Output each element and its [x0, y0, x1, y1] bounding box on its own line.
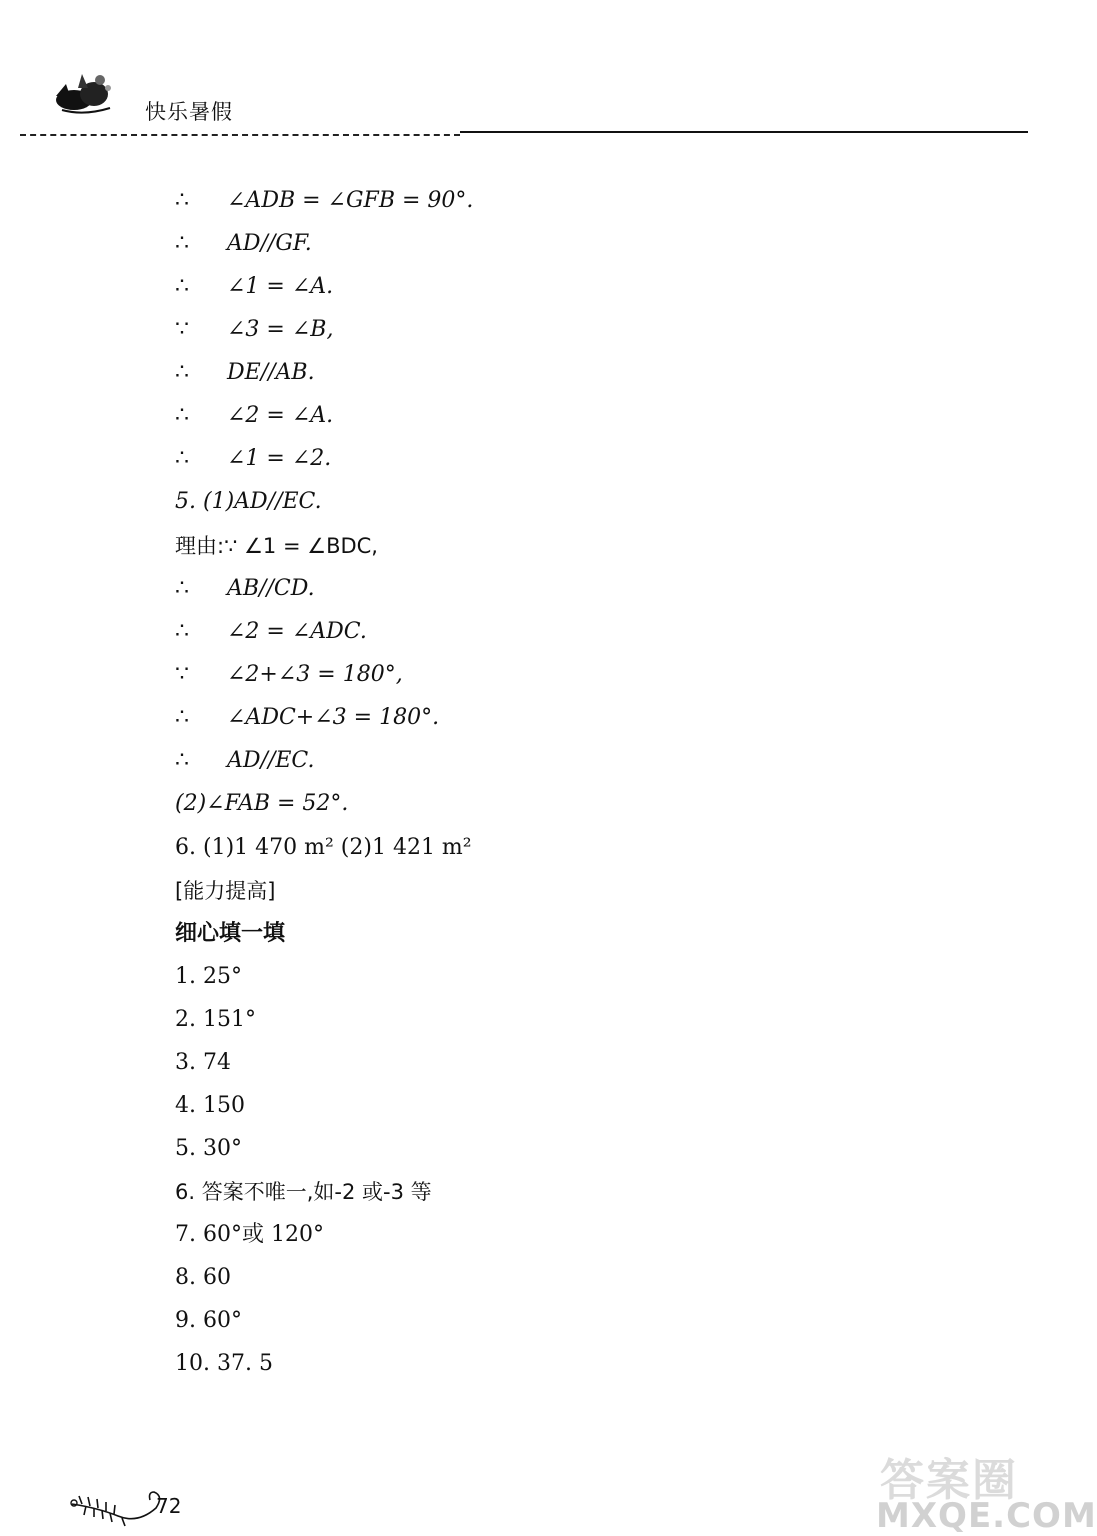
answer-line: 5. (1)AD//EC. — [175, 489, 322, 514]
answer-line: 6. 答案不唯一,如-2 或-3 等 — [175, 1180, 432, 1204]
header-logo-icon — [52, 66, 116, 118]
proof-line: ∴ AB//CD. — [175, 576, 315, 601]
proof-line: ∴ AD//GF. — [175, 231, 312, 256]
answer-line: 2. 151° — [175, 1007, 256, 1032]
answer-line: 7. 60°或 120° — [175, 1222, 324, 1247]
proof-line: ∴ DE//AB. — [175, 360, 315, 385]
header-divider-solid — [460, 131, 1028, 133]
section-heading: [能力提高] — [175, 879, 276, 903]
proof-line: ∴ AD//EC. — [175, 748, 315, 773]
proof-line: ∴ ∠2 = ∠ADC. — [175, 619, 367, 644]
header-title: 快乐暑假 — [145, 100, 233, 124]
answer-line: 9. 60° — [175, 1308, 242, 1333]
proof-line: ∴ ∠2 = ∠A. — [175, 403, 334, 428]
subsection-heading: 细心填一填 — [175, 921, 286, 946]
answer-line: 8. 60 — [175, 1265, 231, 1290]
answer-line: 4. 150 — [175, 1093, 245, 1118]
footer-vine-icon — [68, 1486, 164, 1530]
proof-line: ∴ ∠ADB = ∠GFB = 90°. — [175, 188, 474, 213]
proof-line: ∴ ∠1 = ∠A. — [175, 274, 334, 299]
header-divider-dashed — [20, 134, 460, 136]
answer-line: 10. 37. 5 — [175, 1351, 273, 1376]
proof-line: ∵ ∠2+∠3 = 180°, — [175, 662, 403, 687]
reason-line: 理由:∵ ∠1 = ∠BDC, — [175, 534, 378, 558]
answer-line: (2)∠FAB = 52°. — [175, 791, 349, 816]
watermark-logo-cn: 答案圈 — [880, 1455, 1018, 1506]
watermark-text: MXQE.COM — [876, 1496, 1097, 1536]
answer-line: 6. (1)1 470 m² (2)1 421 m² — [175, 835, 472, 860]
answer-line: 1. 25° — [175, 964, 242, 989]
proof-line: ∵ ∠3 = ∠B, — [175, 317, 334, 342]
page-number: 72 — [156, 1494, 182, 1518]
proof-line: ∴ ∠ADC+∠3 = 180°. — [175, 705, 440, 730]
proof-line: ∴ ∠1 = ∠2. — [175, 446, 332, 471]
answer-line: 5. 30° — [175, 1136, 242, 1161]
answer-line: 3. 74 — [175, 1050, 231, 1075]
